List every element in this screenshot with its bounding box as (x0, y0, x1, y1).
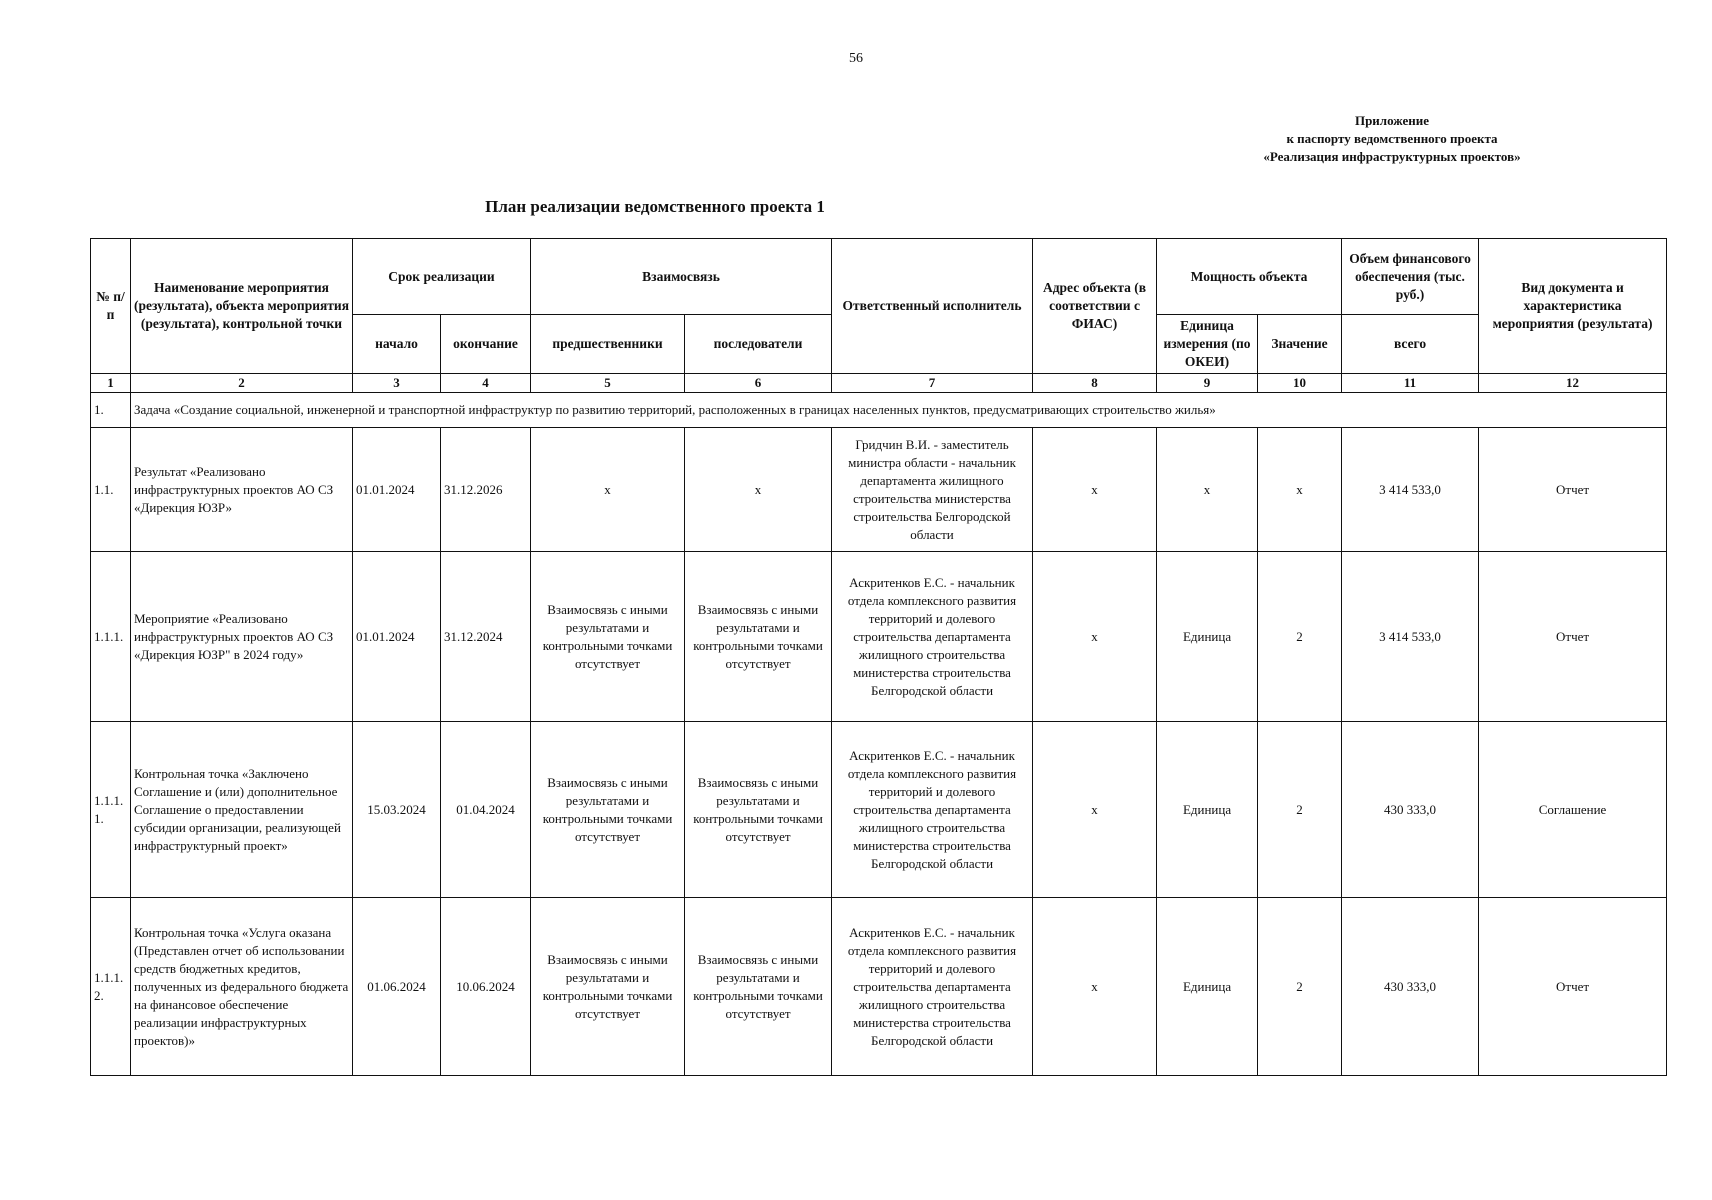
row-finance: 430 333,0 (1342, 722, 1479, 898)
row-name: Мероприятие «Реализовано инфраструктурных проектов АО СЗ «Дирекция ЮЗР" в 2024 году» (131, 552, 353, 722)
table-row (91, 428, 1667, 552)
task-row (91, 393, 1667, 428)
appendix-line-2: к паспорту ведомственного проекта (1286, 131, 1498, 146)
row-value: x (1258, 428, 1342, 552)
column-number-row (91, 374, 1667, 393)
row-successors: Взаимосвязь с иными результатами и контрольными точками отсутствует (685, 898, 832, 1076)
appendix-line-3: «Реализация инфраструктурных проектов» (1263, 149, 1521, 164)
row-start: 01.01.2024 (353, 552, 441, 722)
task-text: Задача «Создание социальной, инженерной и транспортной инфраструктур по развитию территорий, расположенных в границах населенных пунктов, предусматривающих строительство жилья» (131, 393, 1667, 428)
row-doc-type: Отчет (1479, 428, 1667, 552)
row-end: 01.04.2024 (441, 722, 531, 898)
row-name: Контрольная точка «Услуга оказана (Представлен отчет об использовании средств бюджетных кредитов, полученных из федерального бюджета на финансовое обеспечение реализации инфраструктурных проектов)» (131, 898, 353, 1076)
header-start: начало (353, 315, 441, 374)
page-title: План реализации ведомственного проекта 1 (485, 197, 825, 216)
header-finance: Объем финансового обеспечения (тыс. руб.) (1342, 239, 1479, 315)
header-capacity: Мощность объекта (1157, 239, 1342, 315)
row-value: 2 (1258, 898, 1342, 1076)
row-num: 1.1.1. (91, 552, 131, 722)
row-finance: 3 414 533,0 (1342, 552, 1479, 722)
header-value: Значение (1258, 315, 1342, 374)
column-number: 9 (1157, 374, 1258, 393)
row-address: x (1033, 552, 1157, 722)
header-num: № п/п (91, 239, 131, 374)
row-unit: Единица (1157, 898, 1258, 1076)
appendix-line-1: Приложение (1354, 113, 1430, 128)
header-relation: Взаимосвязь (531, 239, 832, 315)
table-row (91, 722, 1667, 898)
row-doc-type: Соглашение (1479, 722, 1667, 898)
header-name: Наименование мероприятия (результата), объекта мероприятия (результата), контрольной точки (131, 239, 353, 374)
row-unit: x (1157, 428, 1258, 552)
row-name: Результат «Реализовано инфраструктурных проектов АО СЗ «Дирекция ЮЗР» (131, 428, 353, 552)
column-number: 12 (1479, 374, 1667, 393)
header-unit: Единица измерения (по ОКЕИ) (1157, 315, 1258, 374)
row-num: 1.1. (91, 428, 131, 552)
row-start: 01.01.2024 (353, 428, 441, 552)
row-predecessors: x (531, 428, 685, 552)
row-start: 01.06.2024 (353, 898, 441, 1076)
header-address: Адрес объекта (в соответствии с ФИАС) (1033, 239, 1157, 374)
row-unit: Единица (1157, 722, 1258, 898)
column-number: 2 (131, 374, 353, 393)
row-responsible: Гридчин В.И. - заместитель министра области - начальник департамента жилищного строительства министерства строительства Белгородской области (832, 428, 1033, 552)
row-successors: Взаимосвязь с иными результатами и контрольными точками отсутствует (685, 722, 832, 898)
row-predecessors: Взаимосвязь с иными результатами и контрольными точками отсутствует (531, 552, 685, 722)
column-number: 10 (1258, 374, 1342, 393)
row-name: Контрольная точка «Заключено Соглашение и (или) дополнительное Соглашение о предоставлении субсидии организации, реализующей инфраструктурный проект» (131, 722, 353, 898)
header-row-1 (91, 239, 1667, 315)
header-finance-total: всего (1342, 315, 1479, 374)
row-value: 2 (1258, 722, 1342, 898)
row-responsible: Аскритенков Е.С. - начальник отдела комплексного развития территорий и долевого строительства департамента жилищного строительства министерства строительства Белгородской области (832, 898, 1033, 1076)
row-unit: Единица (1157, 552, 1258, 722)
row-responsible: Аскритенков Е.С. - начальник отдела комплексного развития территорий и долевого строительства департамента жилищного строительства министерства строительства Белгородской области (832, 722, 1033, 898)
header-period: Срок реализации (353, 239, 531, 315)
row-num: 1.1.1.2. (91, 898, 131, 1076)
row-finance: 3 414 533,0 (1342, 428, 1479, 552)
column-number: 6 (685, 374, 832, 393)
table-row (91, 898, 1667, 1076)
row-end: 10.06.2024 (441, 898, 531, 1076)
row-predecessors: Взаимосвязь с иными результатами и контрольными точками отсутствует (531, 898, 685, 1076)
row-address: x (1033, 722, 1157, 898)
row-doc-type: Отчет (1479, 898, 1667, 1076)
row-finance: 430 333,0 (1342, 898, 1479, 1076)
column-number: 1 (91, 374, 131, 393)
column-number: 5 (531, 374, 685, 393)
row-doc-type: Отчет (1479, 552, 1667, 722)
header-predecessors: предшественники (531, 315, 685, 374)
row-address: x (1033, 428, 1157, 552)
plan-table (90, 238, 1667, 1076)
header-doc-type: Вид документа и характеристика мероприятия (результата) (1479, 239, 1667, 374)
column-number: 7 (832, 374, 1033, 393)
row-responsible: Аскритенков Е.С. - начальник отдела комплексного развития территорий и долевого строительства департамента жилищного строительства министерства строительства Белгородской области (832, 552, 1033, 722)
table-row (91, 552, 1667, 722)
row-end: 31.12.2026 (441, 428, 531, 552)
row-end: 31.12.2024 (441, 552, 531, 722)
column-number: 3 (353, 374, 441, 393)
row-num: 1.1.1.1. (91, 722, 131, 898)
row-predecessors: Взаимосвязь с иными результатами и контрольными точками отсутствует (531, 722, 685, 898)
header-end: окончание (441, 315, 531, 374)
row-address: x (1033, 898, 1157, 1076)
row-start: 15.03.2024 (353, 722, 441, 898)
row-value: 2 (1258, 552, 1342, 722)
row-successors: Взаимосвязь с иными результатами и контрольными точками отсутствует (685, 552, 832, 722)
row-successors: x (685, 428, 832, 552)
column-number: 8 (1033, 374, 1157, 393)
header-successors: последователи (685, 315, 832, 374)
appendix-block (1182, 112, 1602, 166)
task-num: 1. (91, 393, 131, 428)
column-number: 4 (441, 374, 531, 393)
page-number: 56 (849, 51, 863, 66)
header-responsible: Ответственный исполнитель (832, 239, 1033, 374)
column-number: 11 (1342, 374, 1479, 393)
